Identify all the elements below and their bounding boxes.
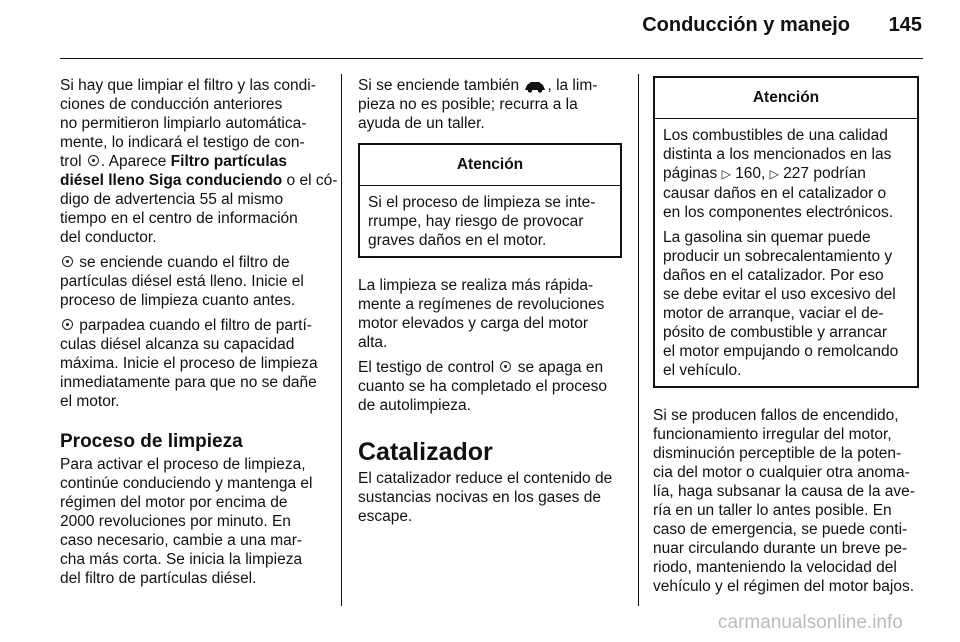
paragraph-cleaning-speed: La limpieza se realiza más rápida- mente a regímenes de revoluciones motor elevados y carga del motor alta. (358, 277, 605, 351)
check-engine-icon (524, 80, 546, 93)
paragraph-light-off: El testigo de control se apaga en cuanto se ha completado el proceso de autolimpieza. (358, 359, 608, 414)
section-heading-catalyst: Catalizador (358, 438, 493, 466)
paragraph-filter-full: se enciende cuando el filtro de partículas diésel está lleno. Inicie el proceso de limpieza cuanto antes. (60, 254, 304, 309)
page-title: Conducción y manejo (642, 14, 850, 36)
column-left (60, 76, 338, 594)
paragraph-catalyst: El catalizador reduce el contenido de sustancias nocivas en los gases de escape. (358, 470, 613, 525)
header-divider (60, 58, 923, 59)
filter-warning-icon (61, 255, 74, 268)
warning-box-fuel: Atención Los combustibles de una calidad distinta a los mencionados en las páginas ▷ 160, ▷ 227 podrían causar daños en el catalizador o en los componentes electrónicos. La gasolina sin quemar puede producir un sobrecalentamiento y daños en el catalizador. Por eso se debe evitar el uso excesivo del motor de arranque, vaciar el de- pósito de combustible y arrancar el motor empujando o remolcando el vehículo. (653, 76, 919, 388)
warning-box-cleaning: Atención Si el proceso de limpieza se inte- rrumpe, hay riesgo de provocar graves daños en el motor. (358, 143, 622, 258)
warning-title: Atención (360, 145, 620, 186)
page-reference-arrow-icon: ▷ (721, 167, 731, 181)
paragraph-misfire: Si se producen fallos de encendido, funcionamiento irregular del motor, disminución perceptible de la poten- cia del motor o cualquier otra anoma- lía, haga subsanar la causa de la ave- ría en un taller lo antes posible. En caso de emergencia, se puede conti- nuar circulando durante un breve pe- riodo, manteniendo la velocidad del vehículo y el régimen del motor bajos. (653, 407, 915, 595)
column-middle (358, 76, 622, 532)
paragraph-engine-light: Si se enciende también , la lim- pieza no es posible; recurra a la ayuda de un taller. (358, 77, 598, 132)
warning-title: Atención (655, 78, 917, 119)
filter-warning-icon (61, 318, 74, 331)
page-reference-arrow-icon: ▷ (769, 167, 779, 181)
paragraph-filter-cleaning: Si hay que limpiar el filtro y las condi- ciones de conducción anteriores no permitieron limpiarlo automática- mente, lo indicará el testigo de con- trol . Aparece Filtro partículas diésel lleno Siga conduciendo o el có- digo de advertencia 55 al mismo tiempo en el centro de información del conductor. (60, 77, 338, 246)
paragraph-filter-blinking: parpadea cuando el filtro de partí- culas diésel alcanza su capacidad máxima. Inicie el proceso de limpieza inmediatamente para que no se dañe el motor. (60, 317, 318, 410)
page-number: 145 (888, 14, 922, 36)
watermark: carmanualsonline.info (718, 612, 903, 633)
column-divider-right (638, 74, 639, 606)
section-heading-cleaning-process: Proceso de limpieza (60, 431, 243, 452)
column-divider-left (341, 74, 342, 606)
filter-warning-icon (499, 360, 512, 373)
filter-warning-icon (87, 154, 100, 167)
paragraph-cleaning-process: Para activar el proceso de limpieza, continúe conduciendo y mantenga el régimen del motor por encima de 2000 revoluciones por minuto. En caso necesario, cambie a una mar- cha más corta. Se inicia la limpieza del filtro de partículas diésel. (60, 456, 313, 587)
column-right (653, 76, 919, 602)
